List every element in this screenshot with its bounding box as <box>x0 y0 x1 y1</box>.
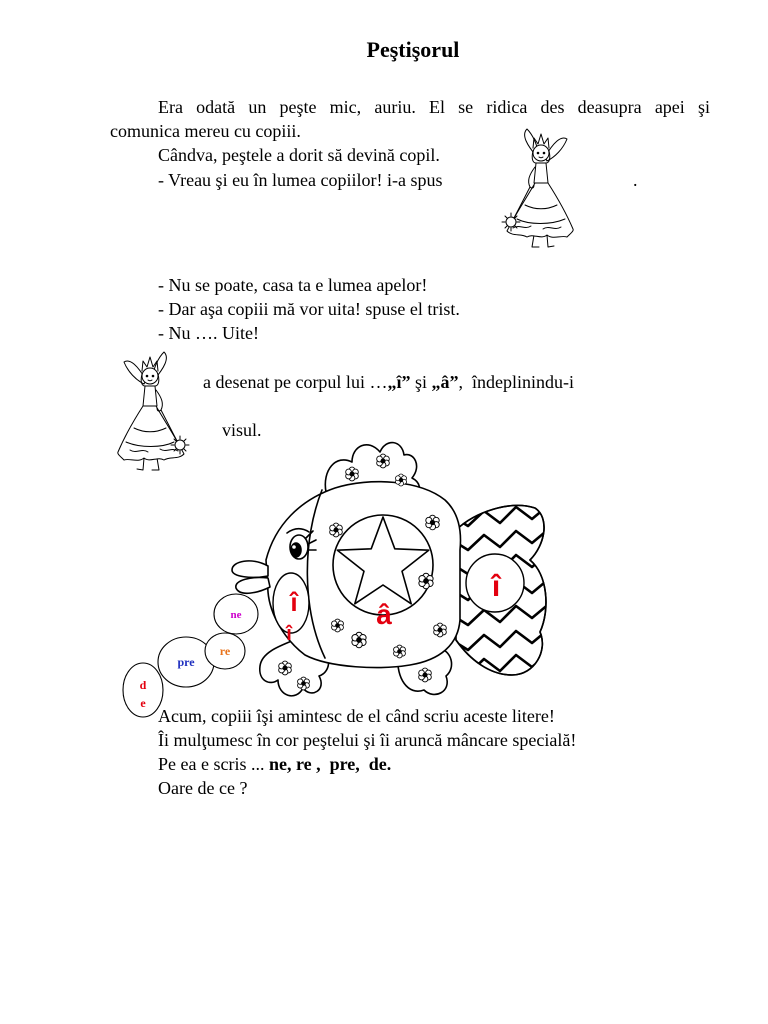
flower-pattern <box>394 645 406 658</box>
text-segment: şi <box>410 372 432 392</box>
paragraph-line: Acum, copiii îşi amintesc de el când scriu aceste litere! <box>158 706 555 726</box>
text-segment: , îndeplinindu-i <box>458 372 574 392</box>
fish-illustration <box>110 435 560 725</box>
side-letter: î <box>290 587 298 617</box>
flower-pattern <box>419 573 433 588</box>
bubble-de-text-e: e <box>140 696 146 710</box>
tail-letter: î <box>491 570 501 603</box>
dialogue-line: - Nu se poate, casa ta e lumea apelor! <box>158 275 428 295</box>
flower-pattern <box>279 661 292 675</box>
flower-pattern <box>426 515 439 530</box>
fish-pupil <box>291 543 301 557</box>
flower-pattern <box>352 632 366 647</box>
paragraph-line <box>158 752 391 776</box>
flower-pattern <box>419 668 432 682</box>
side-letter-lower: î <box>286 623 292 645</box>
text-segment: Pe ea e scris ... <box>158 754 269 774</box>
flower-pattern <box>330 523 343 537</box>
flower-pattern <box>434 623 447 637</box>
fish-eye-glint <box>292 545 296 549</box>
flower-pattern <box>332 619 344 632</box>
paragraph-line: Cândva, peştele a dorit să devină copil. <box>158 145 440 165</box>
flower-pattern <box>298 677 310 690</box>
fish-lower-lip <box>236 577 270 593</box>
dialogue-line-end: . <box>633 170 638 190</box>
dialogue-line: - Vreau şi eu în lumea copiilor! i-a spus <box>158 170 443 190</box>
page-title: Peştişorul <box>366 37 460 62</box>
flower-pattern <box>395 474 406 486</box>
paragraph-line: visul. <box>222 420 262 440</box>
bubble-re-text: re <box>219 644 231 658</box>
paragraph-line: Era odată un peşte mic, auriu. El se ridica des deasupra apei şi <box>158 97 710 117</box>
bubble-ne-text: ne <box>230 609 242 621</box>
bubble-de-text-d: d <box>139 678 147 692</box>
dialogue-line: - Nu …. Uite! <box>158 323 259 343</box>
syllables-list: ne, re , pre, de. <box>268 754 392 774</box>
fairy-figure <box>502 129 573 247</box>
star-letter: â <box>376 599 392 630</box>
letter-highlight-a: „â” <box>431 372 459 392</box>
text-segment: a desenat pe corpul lui … <box>203 372 388 392</box>
question-line: Oare de ce ? <box>158 778 248 798</box>
fish-upper-lip <box>232 561 268 577</box>
paragraph-line <box>203 370 574 394</box>
flower-pattern <box>346 467 359 481</box>
paragraph-line: comunica mereu cu copiii. <box>110 121 301 141</box>
flower-pattern <box>377 454 390 468</box>
letter-highlight-i: „î” <box>387 372 411 392</box>
paragraph-line: Îi mulţumesc în cor peştelui şi îi aruncă mâncare specială! <box>158 730 577 750</box>
bubble-pre-text: pre <box>177 655 195 669</box>
dialogue-line: - Dar aşa copiii mă vor uita! spuse el trist. <box>158 299 460 319</box>
fairy-illustration <box>497 127 577 249</box>
